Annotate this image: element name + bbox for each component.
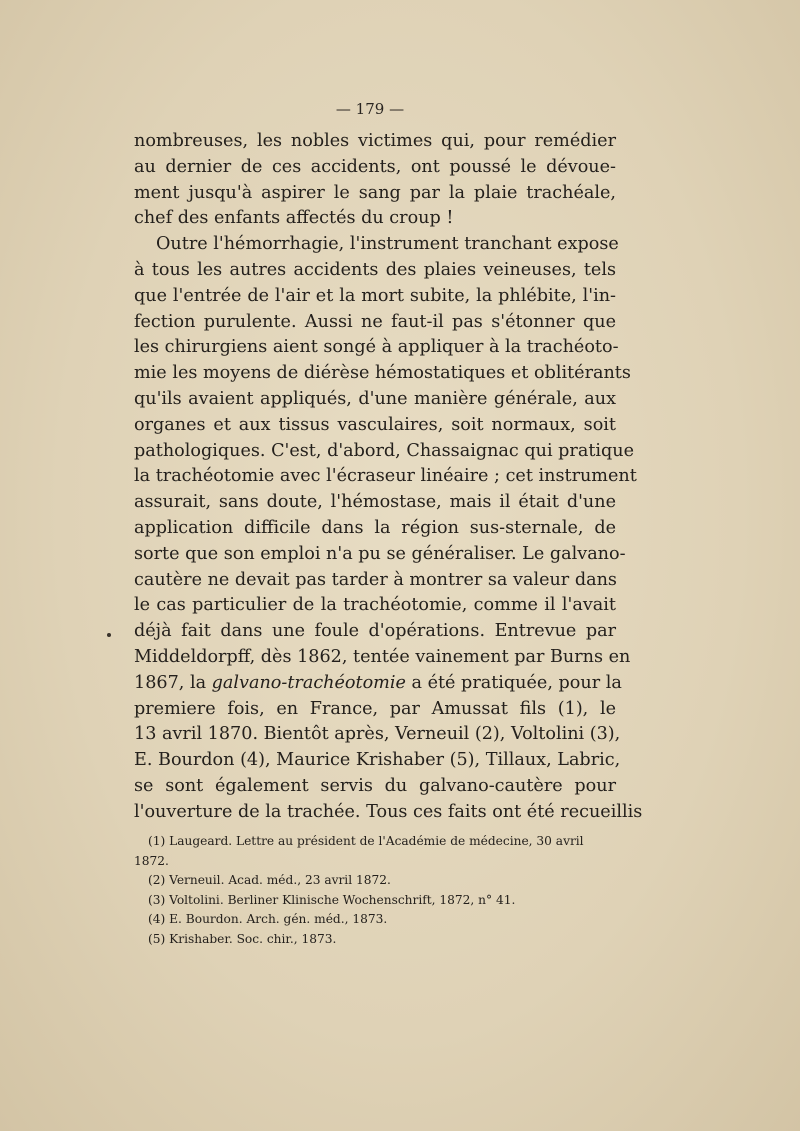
text-line: nombreuses, les nobles victimes qui, pour remédier (134, 131, 616, 151)
footnote: (4) E. Bourdon. Arch. gén. méd., 1873. (148, 912, 388, 926)
text-line: mie les moyens de diérèse hémostatiques et oblitérants (134, 363, 631, 384)
footnotes (134, 832, 616, 949)
text-fragment: 1867, la (134, 672, 207, 693)
footnote: (2) Verneuil. Acad. méd., 23 avril 1872. (148, 873, 391, 887)
footnote-continuation: 1872. (134, 853, 169, 868)
text-line: organes et aux tissus vasculaires, soit normaux, soit (134, 414, 616, 435)
footnote: (3) Voltolini. Berliner Klinische Wochenschrift, 1872, n° 41. (148, 892, 516, 907)
text-line: E. Bourdon (4), Maurice Krishaber (5), Tillaux, Labric, (134, 750, 621, 771)
text-line: pathologiques. C'est, d'abord, Chassaignac qui pratique (134, 440, 635, 461)
italic-term: galvano-trachéotomie (211, 672, 406, 693)
text-line: assurait, sans doute, l'hémostase, mais il était d'une (134, 492, 616, 513)
text-line: 13 avril 1870. Bientôt après, Verneuil (2), Voltolini (3), (134, 724, 621, 745)
text-line: la trachéotomie avec l'écraseur linéaire ; cet instrument (134, 466, 637, 487)
footnote: (5) Krishaber. Soc. chir., 1873. (148, 931, 337, 946)
text-line: que l'entrée de l'air et la mort subite, la phlébite, l'in- (134, 285, 616, 306)
text-line: le cas particulier de la trachéotomie, comme il l'avait (134, 595, 616, 616)
text-fragment: a été pratiquée, pour la (411, 672, 622, 693)
text-line: ment jusqu'à aspirer le sang par la plaie trachéale, (134, 182, 616, 203)
text-line: les chirurgiens aient songé à appliquer à la trachéoto- (134, 337, 619, 358)
margin-mark (107, 633, 111, 637)
body-text (134, 129, 643, 826)
text-line: se sont également servis du galvano-cautère pour (134, 775, 616, 796)
text-line: cautère ne devait pas tarder à montrer sa valeur dans (134, 569, 617, 590)
text-line: Outre l'hémorrhagie, l'instrument tranchant expose (156, 234, 619, 255)
text-line: sorte que son emploi n'a pu se généraliser. Le galvano- (134, 543, 626, 564)
text-line: fection purulente. Aussi ne faut-il pas s'étonner que (134, 311, 616, 332)
text-line: Middeldorpff, dès 1862, tentée vainement par Burns en (134, 646, 631, 667)
text-line: l'ouverture de la trachée. Tous ces faits ont été recueillis (134, 801, 643, 822)
text-line: application difficile dans la région sus-sternale, de (134, 517, 616, 538)
text-line: déjà fait dans une foule d'opérations. Entrevue par (134, 621, 616, 642)
text-line-with-italic (134, 671, 622, 697)
text-line: premiere fois, en France, par Amussat fils (1), le (134, 698, 616, 719)
text-line: à tous les autres accidents des plaies veineuses, tels (134, 259, 616, 280)
text-line: chef des enfants affectés du croup ! (134, 208, 454, 229)
text-line: qu'ils avaient appliqués, d'une manière générale, aux (134, 388, 616, 409)
text-line: au dernier de ces accidents, ont poussé le dévoue- (134, 156, 616, 177)
footnote: (1) Laugeard. Lettre au président de l'Académie de médecine, 30 avril (148, 834, 584, 848)
page-number: — 179 — (335, 100, 405, 118)
